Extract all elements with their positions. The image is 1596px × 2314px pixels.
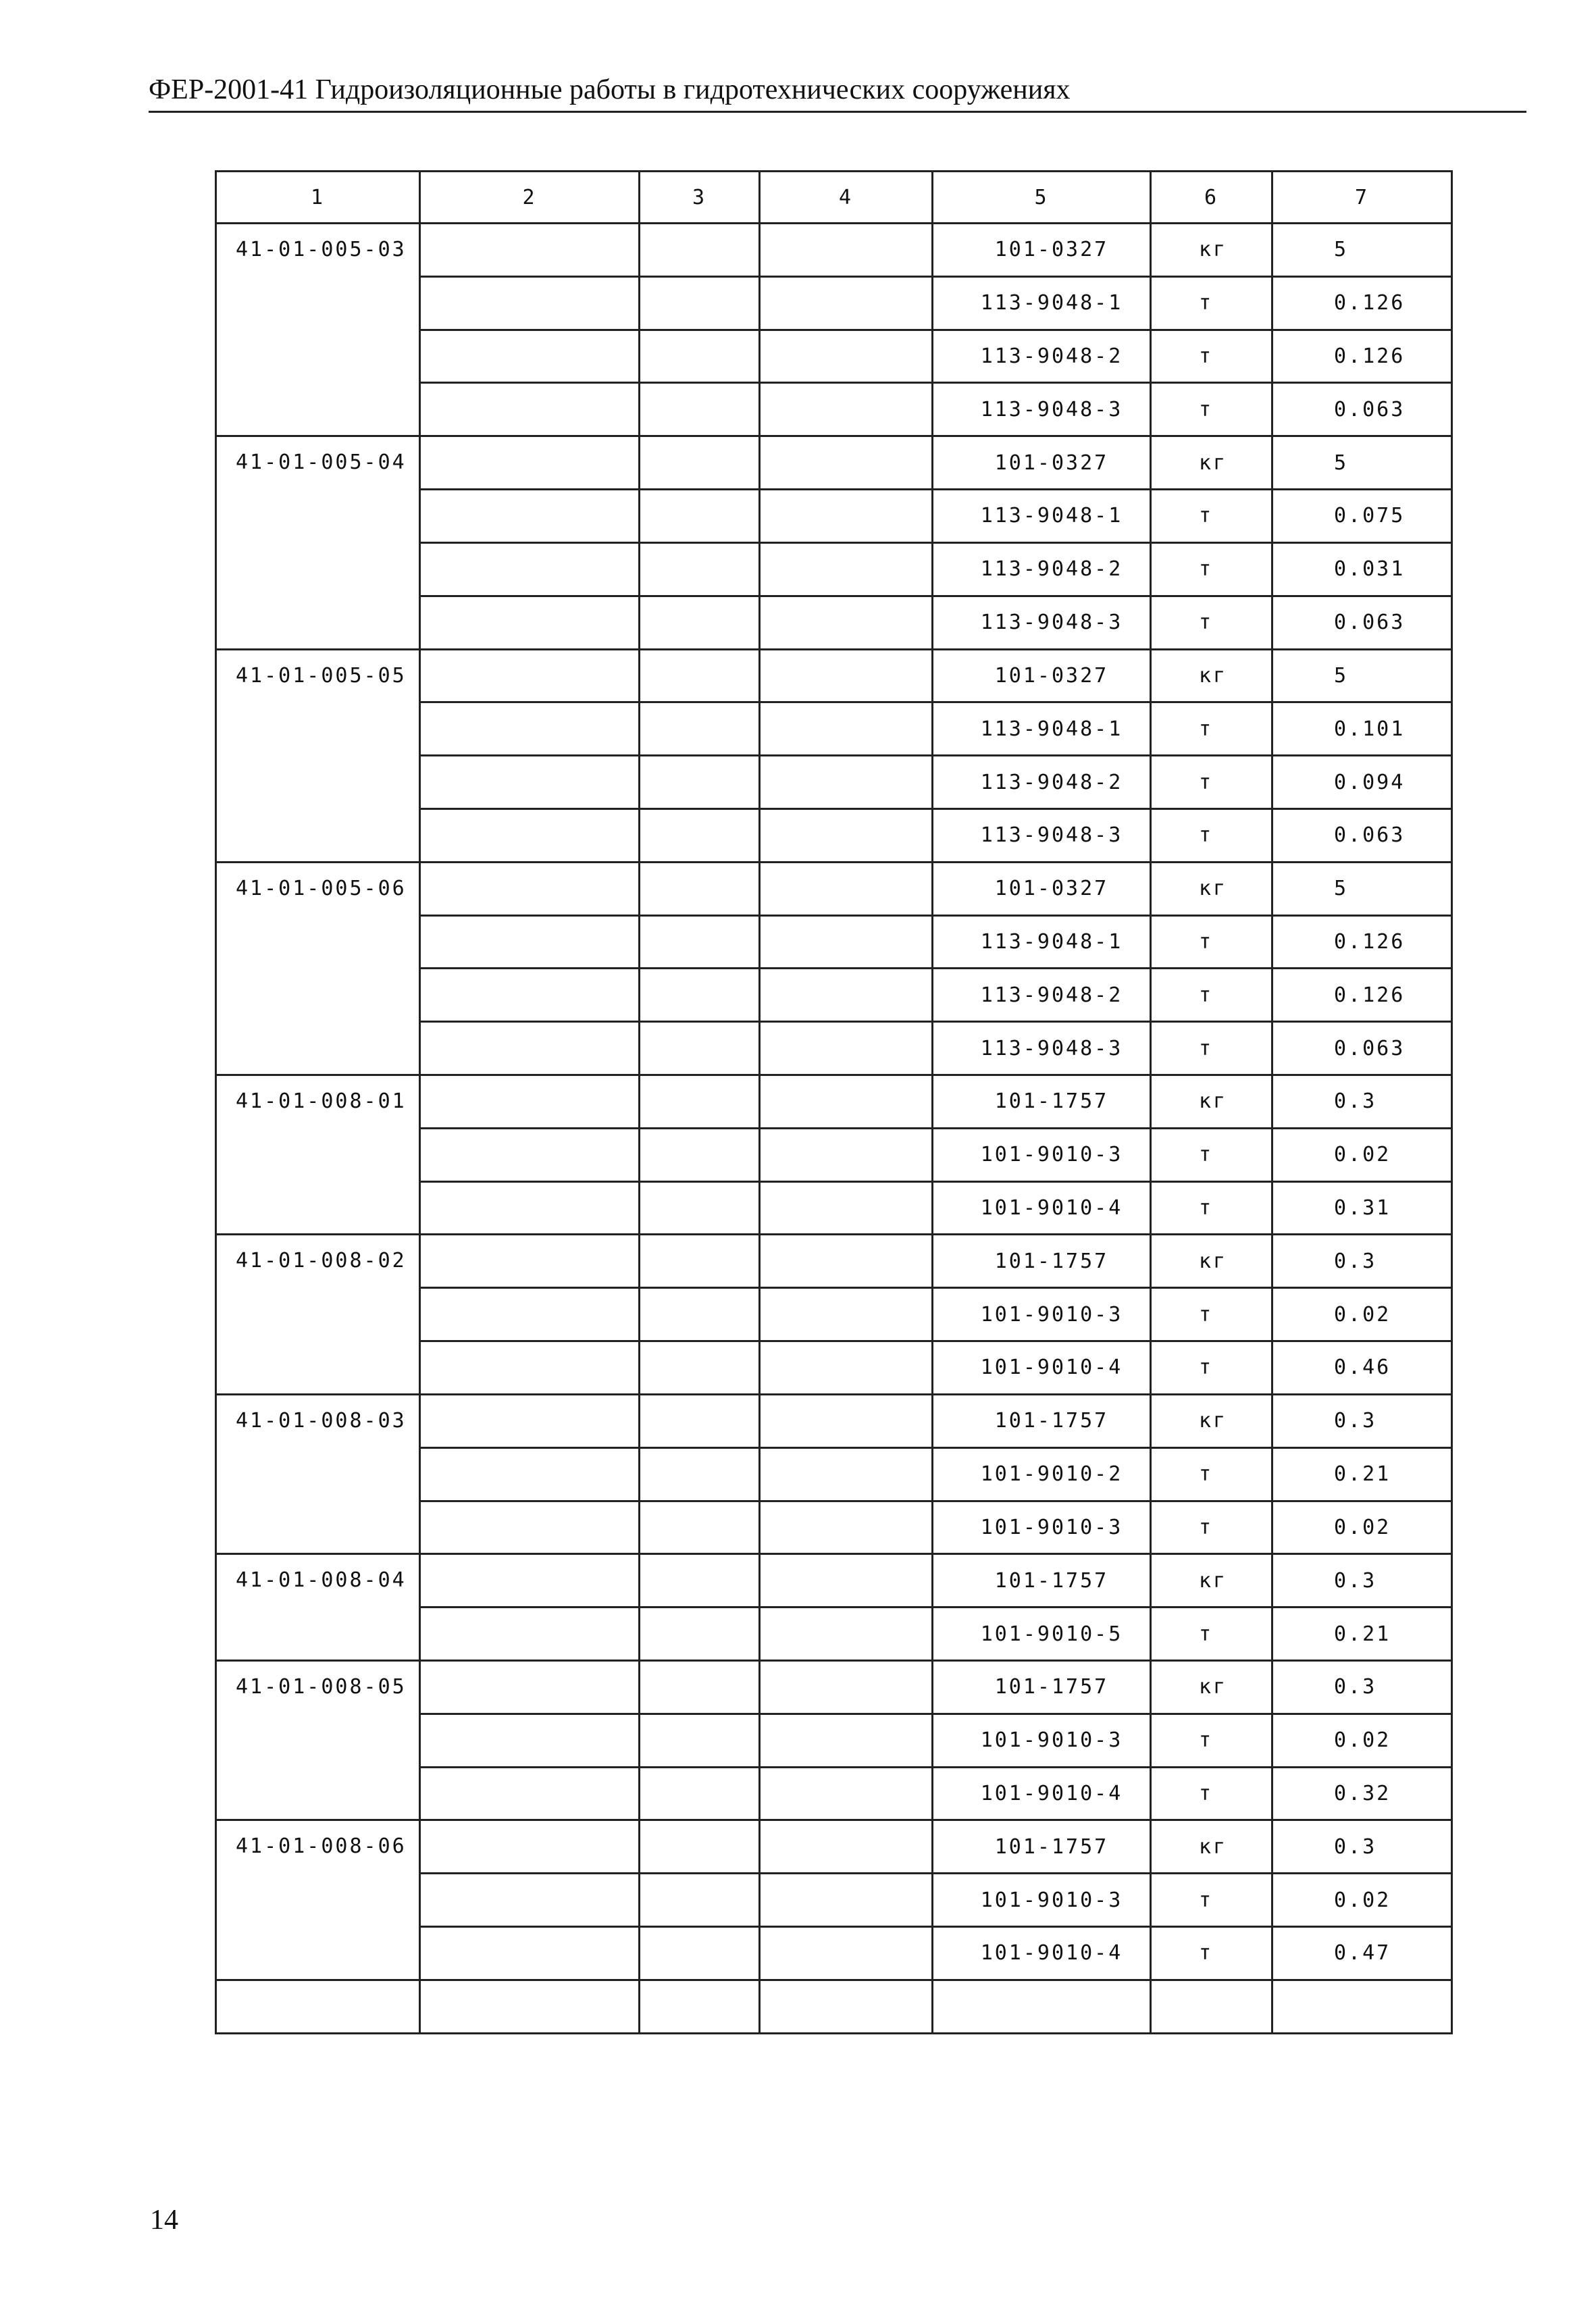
quantity-cell: 0.101 <box>1272 702 1452 756</box>
empty-cell <box>640 1554 760 1608</box>
quantity-cell: 0.46 <box>1272 1341 1452 1395</box>
unit-cell: т <box>1151 1501 1272 1554</box>
resource-code-cell: 101-9010-4 <box>933 1341 1151 1395</box>
unit-cell: кг <box>1151 862 1272 915</box>
empty-cell <box>760 330 933 383</box>
unit-cell: т <box>1151 1288 1272 1341</box>
empty-cell <box>760 1874 933 1927</box>
empty-cell <box>760 915 933 969</box>
unit-cell: кг <box>1151 1394 1272 1447</box>
empty-cell <box>760 808 933 862</box>
unit-cell: т <box>1151 276 1272 330</box>
empty-cell <box>640 490 760 543</box>
blank-filler-row <box>216 1980 1452 2033</box>
quantity-cell: 0.3 <box>1272 1820 1452 1874</box>
resource-code-cell: 101-9010-4 <box>933 1767 1151 1820</box>
empty-cell <box>420 1501 640 1554</box>
empty-cell <box>933 1980 1151 2033</box>
resource-code-cell: 113-9048-1 <box>933 915 1151 969</box>
table-row <box>216 1394 1452 1447</box>
unit-cell: т <box>1151 969 1272 1022</box>
quantity-cell: 0.31 <box>1272 1181 1452 1235</box>
empty-cell <box>420 1714 640 1767</box>
resource-code-cell: 101-0327 <box>933 224 1151 277</box>
empty-cell <box>760 1288 933 1341</box>
empty-cell <box>640 1608 760 1661</box>
unit-cell: кг <box>1151 1235 1272 1288</box>
empty-cell <box>640 224 760 277</box>
empty-cell <box>420 1181 640 1235</box>
unit-cell: т <box>1151 1447 1272 1501</box>
empty-cell <box>420 969 640 1022</box>
resource-code-cell: 101-0327 <box>933 649 1151 702</box>
column-header: 5 <box>933 172 1151 224</box>
empty-cell <box>760 1608 933 1661</box>
unit-cell: т <box>1151 542 1272 596</box>
quantity-cell: 0.063 <box>1272 1022 1452 1075</box>
quantity-cell: 0.02 <box>1272 1288 1452 1341</box>
resource-code-cell: 101-1757 <box>933 1660 1151 1714</box>
quantity-cell: 0.21 <box>1272 1608 1452 1661</box>
empty-cell <box>760 1075 933 1129</box>
quantity-cell: 0.3 <box>1272 1235 1452 1288</box>
empty-cell <box>640 1075 760 1129</box>
unit-cell: т <box>1151 1022 1272 1075</box>
quantity-cell: 0.3 <box>1272 1660 1452 1714</box>
quantity-cell: 5 <box>1272 649 1452 702</box>
column-header: 3 <box>640 172 760 224</box>
unit-cell: т <box>1151 330 1272 383</box>
empty-cell <box>760 702 933 756</box>
empty-cell <box>420 1980 640 2033</box>
quantity-cell: 0.126 <box>1272 330 1452 383</box>
unit-cell: т <box>1151 1927 1272 1980</box>
page-header-title: ФЕР-2001-41 Гидроизоляционные работы в гидротехнических сооружениях <box>149 74 1071 105</box>
resource-code-cell: 101-1757 <box>933 1554 1151 1608</box>
rate-code-cell: 41-01-008-04 <box>216 1554 420 1661</box>
resource-code-cell: 113-9048-2 <box>933 756 1151 809</box>
empty-cell <box>760 1394 933 1447</box>
empty-cell <box>640 542 760 596</box>
resource-code-cell: 113-9048-1 <box>933 702 1151 756</box>
quantity-cell: 0.02 <box>1272 1874 1452 1927</box>
unit-cell: т <box>1151 1128 1272 1181</box>
empty-cell <box>640 1235 760 1288</box>
resource-code-cell: 101-9010-2 <box>933 1447 1151 1501</box>
quantity-cell: 0.031 <box>1272 542 1452 596</box>
empty-cell <box>420 756 640 809</box>
empty-cell <box>420 1874 640 1927</box>
empty-cell <box>640 1874 760 1927</box>
quantity-cell: 0.094 <box>1272 756 1452 809</box>
empty-cell <box>640 756 760 809</box>
quantity-cell: 0.3 <box>1272 1075 1452 1129</box>
empty-cell <box>420 1820 640 1874</box>
empty-cell <box>216 1980 420 2033</box>
empty-cell <box>760 1927 933 1980</box>
empty-cell <box>760 596 933 649</box>
resource-code-cell: 101-1757 <box>933 1075 1151 1129</box>
empty-cell <box>640 1022 760 1075</box>
empty-cell <box>640 862 760 915</box>
empty-cell <box>760 383 933 436</box>
empty-cell <box>420 490 640 543</box>
table-body <box>216 224 1452 2034</box>
resource-table <box>215 170 1453 2034</box>
empty-cell <box>760 542 933 596</box>
unit-cell: т <box>1151 1341 1272 1395</box>
quantity-cell: 0.063 <box>1272 808 1452 862</box>
empty-cell <box>420 1608 640 1661</box>
table-row <box>216 1554 1452 1608</box>
quantity-cell: 5 <box>1272 862 1452 915</box>
empty-cell <box>420 224 640 277</box>
resource-code-cell: 113-9048-1 <box>933 490 1151 543</box>
table-row <box>216 1820 1452 1874</box>
empty-cell <box>760 969 933 1022</box>
empty-cell <box>420 1288 640 1341</box>
quantity-cell: 5 <box>1272 224 1452 277</box>
resource-code-cell: 101-9010-3 <box>933 1128 1151 1181</box>
quantity-cell: 0.21 <box>1272 1447 1452 1501</box>
resource-code-cell: 113-9048-2 <box>933 542 1151 596</box>
resource-code-cell: 101-9010-3 <box>933 1874 1151 1927</box>
empty-cell <box>420 1128 640 1181</box>
table-row <box>216 1075 1452 1129</box>
table-row <box>216 436 1452 490</box>
quantity-cell: 0.075 <box>1272 490 1452 543</box>
rate-code-cell: 41-01-008-06 <box>216 1820 420 1980</box>
unit-cell: кг <box>1151 649 1272 702</box>
column-header: 4 <box>760 172 933 224</box>
rate-code-cell: 41-01-005-06 <box>216 862 420 1075</box>
empty-cell <box>640 596 760 649</box>
empty-cell <box>760 1022 933 1075</box>
empty-cell <box>760 1341 933 1395</box>
resource-code-cell: 101-0327 <box>933 436 1151 490</box>
empty-cell <box>760 436 933 490</box>
empty-cell <box>640 702 760 756</box>
empty-cell <box>640 1767 760 1820</box>
resource-code-cell: 101-9010-3 <box>933 1501 1151 1554</box>
resource-code-cell: 101-9010-4 <box>933 1927 1151 1980</box>
empty-cell <box>1151 1980 1272 2033</box>
rate-code-cell: 41-01-008-05 <box>216 1660 420 1820</box>
empty-cell <box>420 1767 640 1820</box>
empty-cell <box>760 1235 933 1288</box>
empty-cell <box>420 808 640 862</box>
quantity-cell: 0.32 <box>1272 1767 1452 1820</box>
empty-cell <box>420 330 640 383</box>
table-row <box>216 1660 1452 1714</box>
empty-cell <box>640 649 760 702</box>
empty-cell <box>420 1394 640 1447</box>
table-row <box>216 862 1452 915</box>
resource-code-cell: 101-9010-4 <box>933 1181 1151 1235</box>
empty-cell <box>760 1501 933 1554</box>
quantity-cell: 0.3 <box>1272 1554 1452 1608</box>
quantity-cell: 0.47 <box>1272 1927 1452 1980</box>
header-rule <box>149 111 1526 113</box>
empty-cell <box>760 1767 933 1820</box>
empty-cell <box>760 649 933 702</box>
resource-code-cell: 101-9010-3 <box>933 1288 1151 1341</box>
empty-cell <box>420 1660 640 1714</box>
quantity-cell: 0.02 <box>1272 1714 1452 1767</box>
empty-cell <box>640 1394 760 1447</box>
empty-cell <box>420 436 640 490</box>
resource-code-cell: 113-9048-1 <box>933 276 1151 330</box>
rate-code-cell: 41-01-005-04 <box>216 436 420 649</box>
unit-cell: т <box>1151 1767 1272 1820</box>
empty-cell <box>640 1927 760 1980</box>
empty-cell <box>420 649 640 702</box>
empty-cell <box>640 383 760 436</box>
empty-cell <box>760 1554 933 1608</box>
empty-cell <box>640 1714 760 1767</box>
empty-cell <box>1272 1980 1452 2033</box>
empty-cell <box>420 542 640 596</box>
empty-cell <box>420 1447 640 1501</box>
empty-cell <box>760 224 933 277</box>
unit-cell: т <box>1151 1608 1272 1661</box>
unit-cell: т <box>1151 1874 1272 1927</box>
resource-code-cell: 101-0327 <box>933 862 1151 915</box>
empty-cell <box>760 1714 933 1767</box>
table-row <box>216 224 1452 277</box>
empty-cell <box>640 969 760 1022</box>
empty-cell <box>420 1022 640 1075</box>
empty-cell <box>420 862 640 915</box>
resource-code-cell: 101-1757 <box>933 1235 1151 1288</box>
resource-code-cell: 113-9048-3 <box>933 1022 1151 1075</box>
empty-cell <box>760 276 933 330</box>
empty-cell <box>640 1820 760 1874</box>
empty-cell <box>640 1128 760 1181</box>
page-number: 14 <box>150 2205 178 2236</box>
quantity-cell: 0.02 <box>1272 1501 1452 1554</box>
empty-cell <box>420 1235 640 1288</box>
unit-cell: т <box>1151 490 1272 543</box>
empty-cell <box>640 808 760 862</box>
empty-cell <box>420 383 640 436</box>
unit-cell: т <box>1151 1714 1272 1767</box>
unit-cell: т <box>1151 808 1272 862</box>
resource-code-cell: 113-9048-3 <box>933 596 1151 649</box>
empty-cell <box>640 1980 760 2033</box>
unit-cell: т <box>1151 1181 1272 1235</box>
empty-cell <box>420 1341 640 1395</box>
empty-cell <box>760 1447 933 1501</box>
column-header: 7 <box>1272 172 1452 224</box>
quantity-cell: 0.126 <box>1272 915 1452 969</box>
resource-code-cell: 101-1757 <box>933 1820 1151 1874</box>
rate-code-cell: 41-01-008-02 <box>216 1235 420 1394</box>
unit-cell: кг <box>1151 1554 1272 1608</box>
empty-cell <box>640 276 760 330</box>
resource-code-cell: 101-9010-3 <box>933 1714 1151 1767</box>
empty-cell <box>420 1075 640 1129</box>
unit-cell: кг <box>1151 436 1272 490</box>
empty-cell <box>760 1181 933 1235</box>
empty-cell <box>760 1820 933 1874</box>
quantity-cell: 0.02 <box>1272 1128 1452 1181</box>
column-header: 1 <box>216 172 420 224</box>
empty-cell <box>640 1447 760 1501</box>
empty-cell <box>640 915 760 969</box>
resource-code-cell: 113-9048-3 <box>933 383 1151 436</box>
unit-cell: кг <box>1151 1075 1272 1129</box>
table-header-row <box>216 172 1452 224</box>
quantity-cell: 0.126 <box>1272 969 1452 1022</box>
unit-cell: кг <box>1151 224 1272 277</box>
empty-cell <box>420 1554 640 1608</box>
rate-code-cell: 41-01-008-01 <box>216 1075 420 1235</box>
unit-cell: т <box>1151 756 1272 809</box>
empty-cell <box>640 330 760 383</box>
rate-code-cell: 41-01-005-05 <box>216 649 420 862</box>
empty-cell <box>760 756 933 809</box>
empty-cell <box>760 490 933 543</box>
empty-cell <box>760 1660 933 1714</box>
empty-cell <box>420 702 640 756</box>
empty-cell <box>420 596 640 649</box>
empty-cell <box>420 915 640 969</box>
resource-code-cell: 101-9010-5 <box>933 1608 1151 1661</box>
resource-code-cell: 113-9048-3 <box>933 808 1151 862</box>
unit-cell: кг <box>1151 1660 1272 1714</box>
column-header: 6 <box>1151 172 1272 224</box>
empty-cell <box>420 276 640 330</box>
empty-cell <box>640 1341 760 1395</box>
empty-cell <box>640 436 760 490</box>
quantity-cell: 0.063 <box>1272 596 1452 649</box>
resource-code-cell: 113-9048-2 <box>933 330 1151 383</box>
resource-code-cell: 113-9048-2 <box>933 969 1151 1022</box>
quantity-cell: 0.126 <box>1272 276 1452 330</box>
empty-cell <box>640 1660 760 1714</box>
empty-cell <box>420 1927 640 1980</box>
column-header: 2 <box>420 172 640 224</box>
empty-cell <box>640 1181 760 1235</box>
empty-cell <box>640 1288 760 1341</box>
rate-code-cell: 41-01-008-03 <box>216 1394 420 1553</box>
table-row <box>216 649 1452 702</box>
empty-cell <box>760 1980 933 2033</box>
unit-cell: т <box>1151 383 1272 436</box>
quantity-cell: 0.063 <box>1272 383 1452 436</box>
table-row <box>216 1235 1452 1288</box>
quantity-cell: 0.3 <box>1272 1394 1452 1447</box>
unit-cell: т <box>1151 702 1272 756</box>
empty-cell <box>760 862 933 915</box>
resource-code-cell: 101-1757 <box>933 1394 1151 1447</box>
quantity-cell: 5 <box>1272 436 1452 490</box>
empty-cell <box>640 1501 760 1554</box>
unit-cell: т <box>1151 915 1272 969</box>
rate-code-cell: 41-01-005-03 <box>216 224 420 436</box>
unit-cell: кг <box>1151 1820 1272 1874</box>
unit-cell: т <box>1151 596 1272 649</box>
empty-cell <box>760 1128 933 1181</box>
